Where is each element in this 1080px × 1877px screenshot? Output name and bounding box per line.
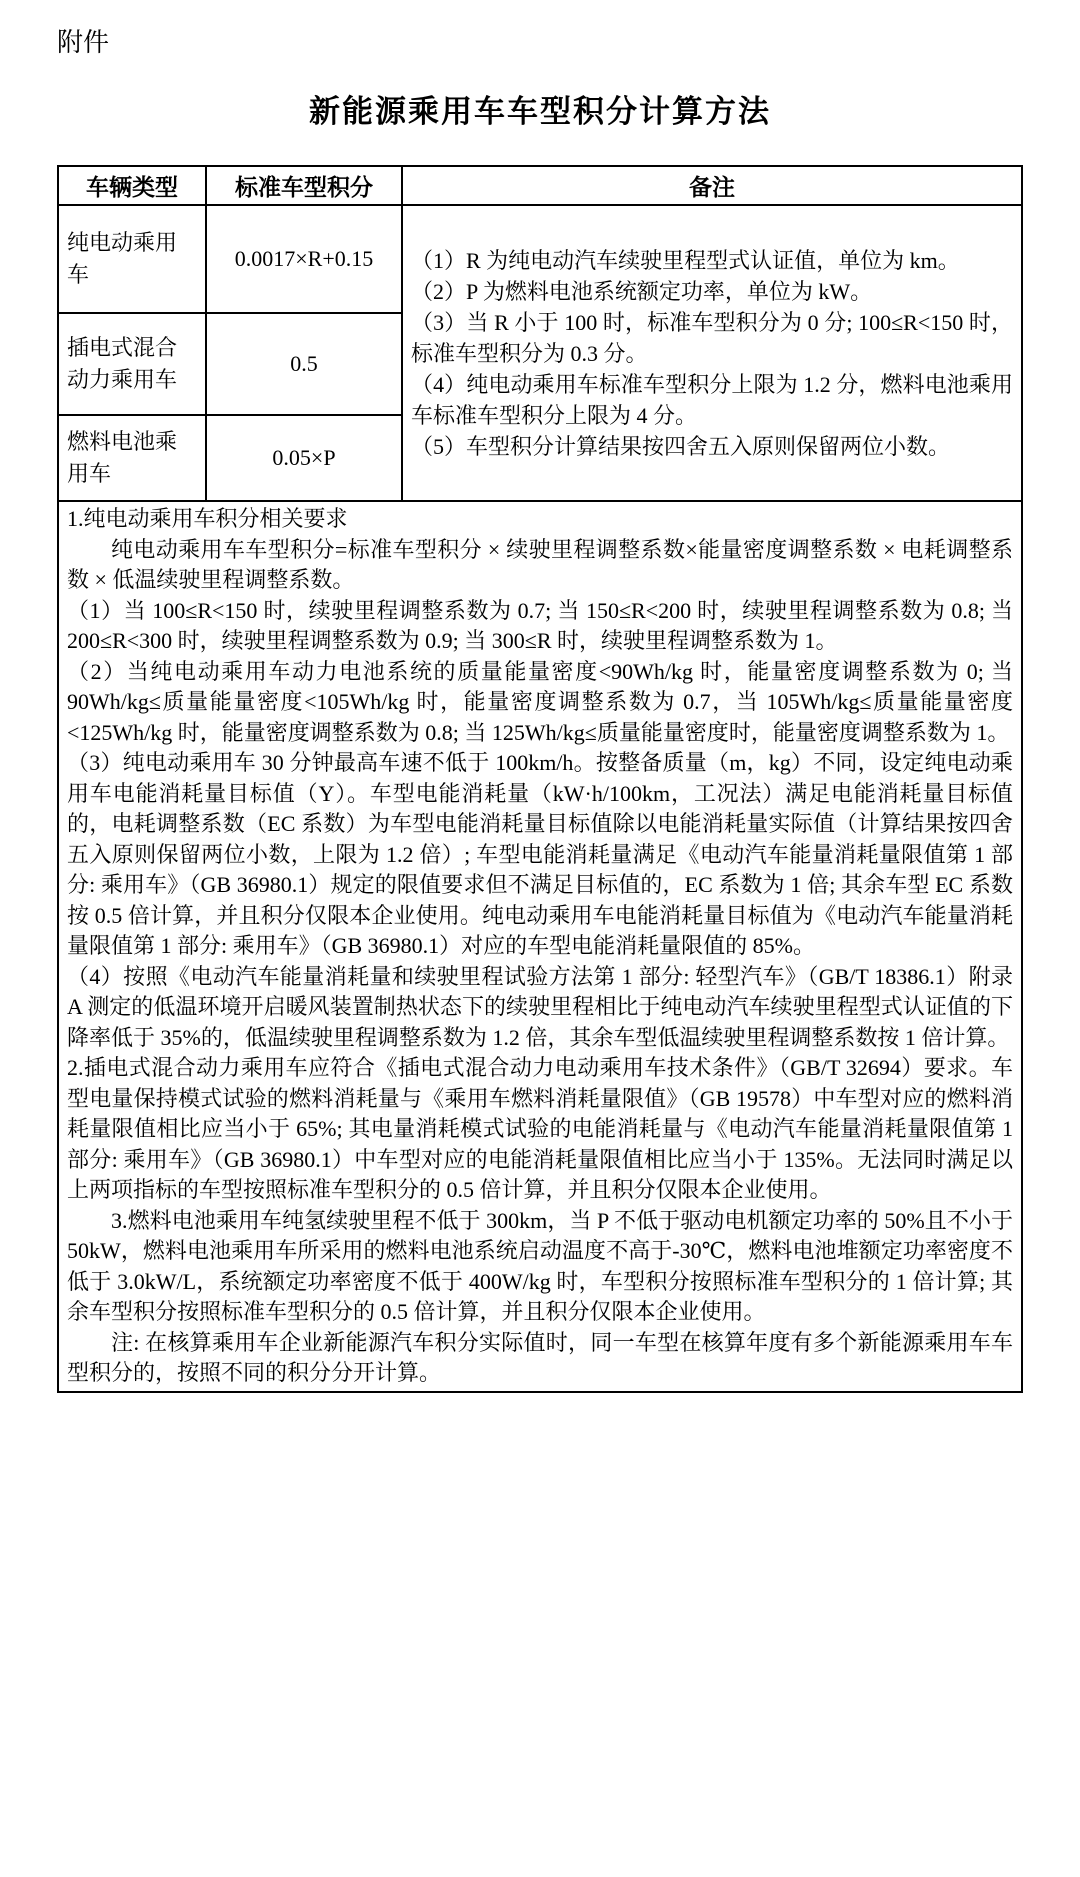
details-energy-density-coefficient: （2）当纯电动乘用车动力电池系统的质量能量密度<90Wh/kg 时，能量密度调整系数为 0; 当 90Wh/kg≤质量能量密度<105Wh/kg 时，能量密度调整系数为 0.7，当 105Wh/kg≤质量能量密度<125Wh/kg 时，能量密度调整系数为 0.8; 当 125Wh/kg≤质量能量密度时，能量密度调整系数为 1。 (67, 658, 1013, 745)
vehicle-type-phev: 插电式混合动力乘用车 (58, 313, 206, 415)
score-formula-bev: 0.0017×R+0.15 (206, 205, 402, 313)
column-header-vehicle-type: 车辆类型 (58, 166, 206, 205)
details-row (58, 501, 1022, 1392)
attachment-label: 附件 (57, 28, 110, 57)
vehicle-type-fcv: 燃料电池乘用车 (58, 415, 206, 501)
details-fcv-requirements: 3.燃料电池乘用车纯氢续驶里程不低于 300km，当 P 不低于驱动电机额定功率的 50%且不小于 50kW，燃料电池乘用车所采用的燃料电池系统启动温度不高于-30℃，燃料电池堆额定功率密度不低于 3.0kW/L，系统额定功率密度不低于 400W/kg 时，车型积分按照标准车型积分的 1 倍计算; 其余车型积分按照标准车型积分的 0.5 倍计算，并且积分仅限本企业使用。 (67, 1207, 1013, 1324)
score-table (57, 165, 1023, 1393)
score-formula-fcv: 0.05×P (206, 415, 402, 501)
page-title: 新能源乘用车车型积分计算方法 (309, 94, 771, 129)
details-energy-consumption-coefficient: （3）纯电动乘用车 30 分钟最高车速不低于 100km/h。按整备质量（m，kg）不同，设定纯电动乘用车电能消耗量目标值（Y）。车型电能消耗量（kW·h/100km，工况法）满足电能消耗量目标值的，电耗调整系数（EC 系数）为车型电能消耗量目标值除以电能消耗量实际值（计算结果按四舍五入原则保留两位小数，上限为 1.2 倍）; 车型电能消耗量满足《电动汽车能量消耗量限值第 1 部分: 乘用车》（GB 36980.1）规定的限值要求但不满足目标值的，EC 系数为 1 倍; 其余车型 EC 系数按 0.5 倍计算，并且积分仅限本企业使用。纯电动乘用车电能消耗量目标值为《电动汽车能量消耗量限值第 1 部分: 乘用车》（GB 36980.1）对应的车型电能消耗量限值的 85%。 (67, 750, 1013, 958)
details-range-coefficient: （1）当 100≤R<150 时，续驶里程调整系数为 0.7; 当 150≤R<200 时，续驶里程调整系数为 0.8; 当 200≤R<300 时，续驶里程调整系数为 0.9; 当 300≤R 时，续驶里程调整系数为 1。 (67, 597, 1013, 653)
score-formula-phev: 0.5 (206, 313, 402, 415)
details-heading-bev: 1.纯电动乘用车积分相关要求 (67, 506, 348, 531)
vehicle-type-bev: 纯电动乘用车 (58, 205, 206, 313)
details-formula: 纯电动乘用车车型积分=标准车型积分 × 续驶里程调整系数×能量密度调整系数 × 电耗调整系数 × 低温续驶里程调整系数。 (67, 536, 1013, 592)
details-note: 注: 在核算乘用车企业新能源汽车积分实际值时，同一车型在核算年度有多个新能源乘用车车型积分的，按照不同的积分分开计算。 (67, 1329, 1013, 1385)
remark-item-1: （1）R 为纯电动汽车续驶里程型式认证值，单位为 km。 (411, 247, 960, 273)
remark-item-2: （2）P 为燃料电池系统额定功率，单位为 kW。 (411, 278, 873, 304)
remark-item-4: （4）纯电动乘用车标准车型积分上限为 1.2 分，燃料电池乘用车标准车型积分上限为 4 分。 (411, 371, 1013, 428)
remarks-cell (402, 205, 1022, 501)
details-low-temperature-coefficient: （4）按照《电动汽车能量消耗量和续驶里程试验方法第 1 部分: 轻型汽车》（GB/T 18386.1）附录 A 测定的低温环境开启暖风装置制热状态下的续驶里程相比于纯电动汽车续驶里程型式认证值的下降率低于 35%的，低温续驶里程调整系数为 1.2 倍，其余车型低温续驶里程调整系数按 1 倍计算。 (67, 963, 1013, 1050)
table-header-row (58, 166, 1022, 205)
column-header-remarks: 备注 (402, 166, 1022, 205)
column-header-standard-score: 标准车型积分 (206, 166, 402, 205)
remark-item-5: （5）车型积分计算结果按四舍五入原则保留两位小数。 (411, 433, 951, 459)
details-cell (58, 501, 1022, 1392)
remark-item-3: （3）当 R 小于 100 时，标准车型积分为 0 分; 100≤R<150 时，标准车型积分为 0.3 分。 (411, 309, 1013, 366)
table-row (58, 205, 1022, 313)
details-phev-requirements: 2.插电式混合动力乘用车应符合《插电式混合动力电动乘用车技术条件》（GB/T 32694）要求。车型电量保持模式试验的燃料消耗量与《乘用车燃料消耗量限值》（GB 19578）中车型对应的燃料消耗量限值相比应当小于 65%; 其电量消耗模式试验的电能消耗量与《电动汽车能量消耗量限值第 1 部分: 乘用车》（GB 36980.1）中车型对应的电能消耗量限值相比应当小于 135%。无法同时满足以上两项指标的车型按照标准车型积分的 0.5 倍计算，并且积分仅限本企业使用。 (67, 1055, 1013, 1202)
